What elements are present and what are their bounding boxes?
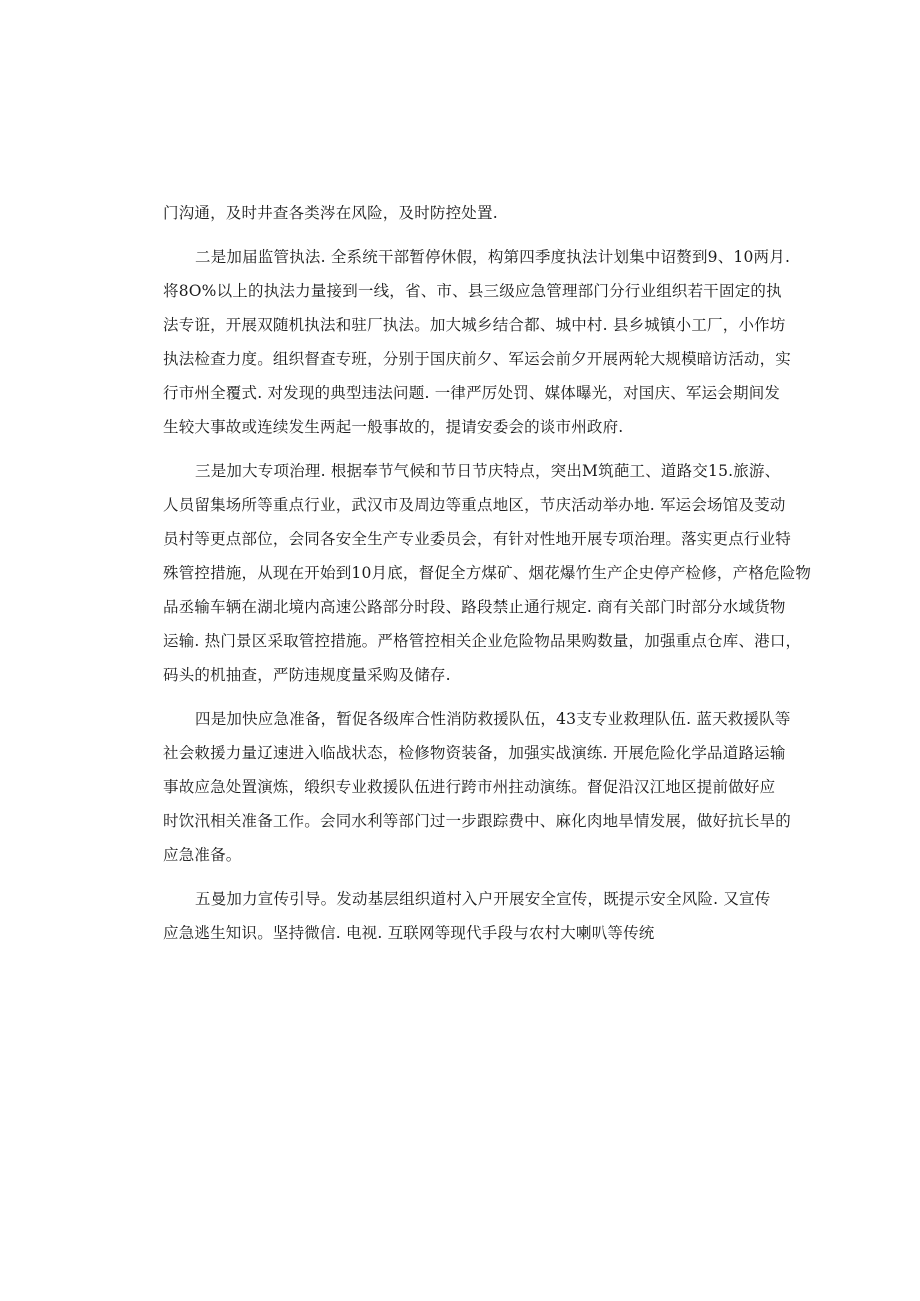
text-line: 事故应急处置演炼，缎织专业救援队伍进行跨市州拄动演练。督促沿汉江地区提前做好应 <box>163 778 776 796</box>
text-line: 人员留集场所等重点行业，武汉市及周边等重点地区，节庆活动举办地. 军运会场馆及芰动 <box>163 496 786 514</box>
text-line: 员村等更点部位，会同各安全生产专业委员会，有针对性地开展专项治理。落实更点行业特 <box>163 530 792 548</box>
text-line: 码头的机抽查，严防违规度量采购及储存. <box>163 666 451 684</box>
text-line: 五曼加力宣传引导。发动基层组织道村入户开展安全宣传，既提示安全风险. 又宣传 <box>195 890 771 908</box>
text-line: 运输. 热门景区采取管控措施。严格管控相关企业危险物品果购数量，加强重点仓库、港口， <box>163 632 802 650</box>
paragraph <box>163 702 792 872</box>
text-line: 执法检查力度。组织督查专班，分别于国庆前夕、军运会前夕开展两轮大规模暗访活动，实 <box>163 350 792 368</box>
text-line: 四是加快应急准备，暂促各级库合性消防救援队伍，43支专业救理队伍. 蓝天救援队等 <box>195 710 791 728</box>
paragraph <box>163 196 785 230</box>
paragraph <box>163 240 792 444</box>
text-line: 殊管控措施，从现在开始到10月底，督促全方煤矿、烟花爆竹生产企史停产检修，产格危险物 <box>163 564 812 582</box>
text-line: 二是加届监管执法. 全系统干部暂停休假，构第四季度执法计划集中诏赘到9、10两月. <box>195 248 791 266</box>
paragraph <box>163 454 812 692</box>
text-line: 行市州全覆式. 对发现的典型违法问题. 一律严厉处罚、媒体曝光，对国庆、军运会期间发 <box>163 384 781 402</box>
text-line: 将8O%以上的执法力量接到一线，省、市、县三级应急管理部门分行业组织若干固定的执 <box>163 282 782 300</box>
document-page <box>163 196 812 950</box>
text-line: 法专诳，开展双随机执法和驻厂执法。加大城乡结合都、城中村. 县乡城镇小工厂，小作坊 <box>163 316 786 334</box>
text-line: 应急准备。 <box>163 846 242 864</box>
text-line: 门沟通，及时井查各类涔在风险，及时防控处置. <box>163 204 498 222</box>
text-line: 时饮汛相关准备工作。会同水利等部门过一步跟踪费中、麻化肉地旱情发展，做好抗长旱的 <box>163 812 792 830</box>
text-line: 社会敕援力量辽速进入临战状态，检修物资装备，加强实战演练. 开展危险化学品道路运输 <box>163 744 786 762</box>
paragraph <box>163 882 785 950</box>
text-line: 三是加大专项治理. 根据奉节气候和节日节庆特点，突出M筑葩工、道路交15.旅游、 <box>195 462 781 480</box>
text-line: 应急逃生知识。坚持微信. 电视. 互联网等现代手段与农村大喇叭等传统 <box>163 924 655 942</box>
text-line: 品丞输车辆在湖北境内高速公路部分时段、路段禁止通行规定. 商有关部门时部分水域货物 <box>163 598 786 616</box>
text-line: 生较大事故或连续发生两起一般事故的，提请安委会的谈市州政府. <box>163 418 624 436</box>
